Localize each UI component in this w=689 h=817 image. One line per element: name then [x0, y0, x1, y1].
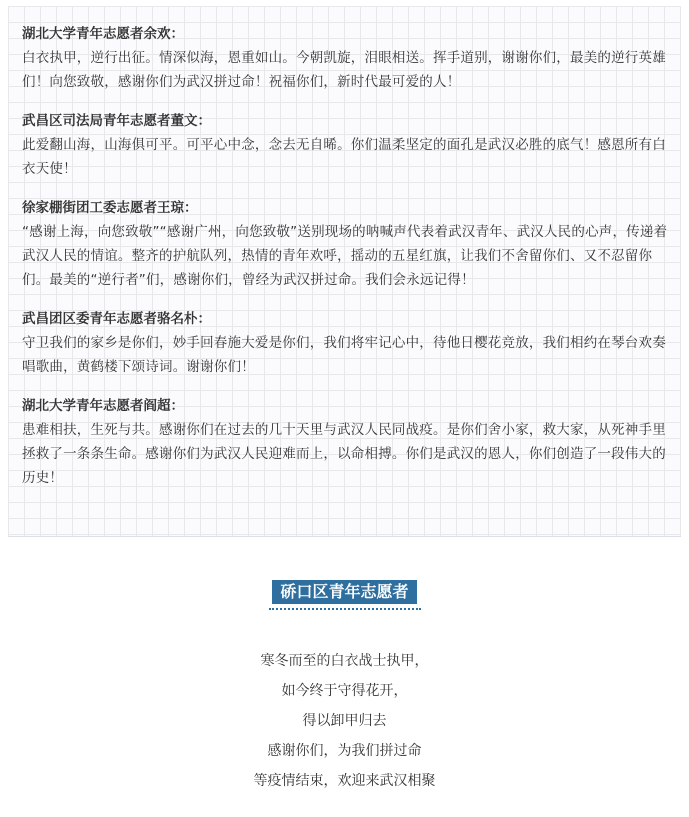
- message-item: [22, 22, 670, 94]
- message-item: [22, 394, 670, 490]
- poem-line: 得以卸甲归去: [302, 713, 387, 729]
- message-author: 武昌区司法局青年志愿者董文：: [22, 113, 211, 129]
- message-text: 患难相扶，生死与共。感谢你们在过去的几十天里与武汉人民同战疫。是你们舍小家，救大家，从死神手里拯救了一条条生命。感谢你们为武汉人民迎难而上，以命相搏。你们是武汉的恩人，你们创造了一段伟大的历史！: [22, 422, 666, 486]
- message-author: 徐家棚街团工委志愿者王琼：: [22, 200, 198, 216]
- message-author: 武昌团区委青年志愿者骆名朴：: [22, 311, 211, 327]
- section-title: 硚口区青年志愿者: [272, 580, 416, 604]
- poem: [0, 646, 689, 796]
- poem-line: 如今终于守得花开，: [281, 683, 408, 699]
- message-item: [22, 307, 670, 379]
- section-header: [0, 580, 689, 610]
- message-list: [22, 22, 670, 505]
- poem-line: 寒冬而至的白衣战士执甲，: [260, 653, 429, 669]
- message-text: 白衣执甲，逆行出征。情深似海，恩重如山。今朝凯旋，泪眼相送。挥手道别，谢谢你们，最美的逆行英雄们！向您致敬，感谢你们为武汉拼过命！祝福你们，新时代最可爱的人！: [22, 50, 666, 90]
- poem-line: 感谢你们，为我们拼过命: [267, 743, 422, 759]
- message-text: 此爱翻山海，山海俱可平。可平心中念，念去无自晞。你们温柔坚定的面孔是武汉必胜的底气！感恩所有白衣天使！: [22, 137, 666, 177]
- message-item: [22, 109, 670, 181]
- message-author: 湖北大学青年志愿者余欢：: [22, 26, 184, 42]
- message-text: 守卫我们的家乡是你们，妙手回春施大爱是你们，我们将牢记心中，待他日樱花竞放，我们相约在琴台欢奏唱歌曲，黄鹤楼下颂诗词。谢谢你们！: [22, 335, 666, 375]
- message-author: 湖北大学青年志愿者阎超：: [22, 398, 184, 414]
- message-item: [22, 196, 670, 292]
- poem-line: 等疫情结束，欢迎来武汉相聚: [253, 773, 436, 789]
- message-text: “感谢上海，向您致敬”“感谢广州，向您致敬”送别现场的呐喊声代表着武汉青年、武汉人民的心声，传递着武汉人民的情谊。整齐的护航队列，热情的青年欢呼，摇动的五星红旗，让我们不舍留你们、又不忍留你们。最美的“逆行者”们，感谢你们，曾经为武汉拼过命。我们会永远记得！: [22, 224, 668, 288]
- title-dotted-underline: [269, 608, 421, 610]
